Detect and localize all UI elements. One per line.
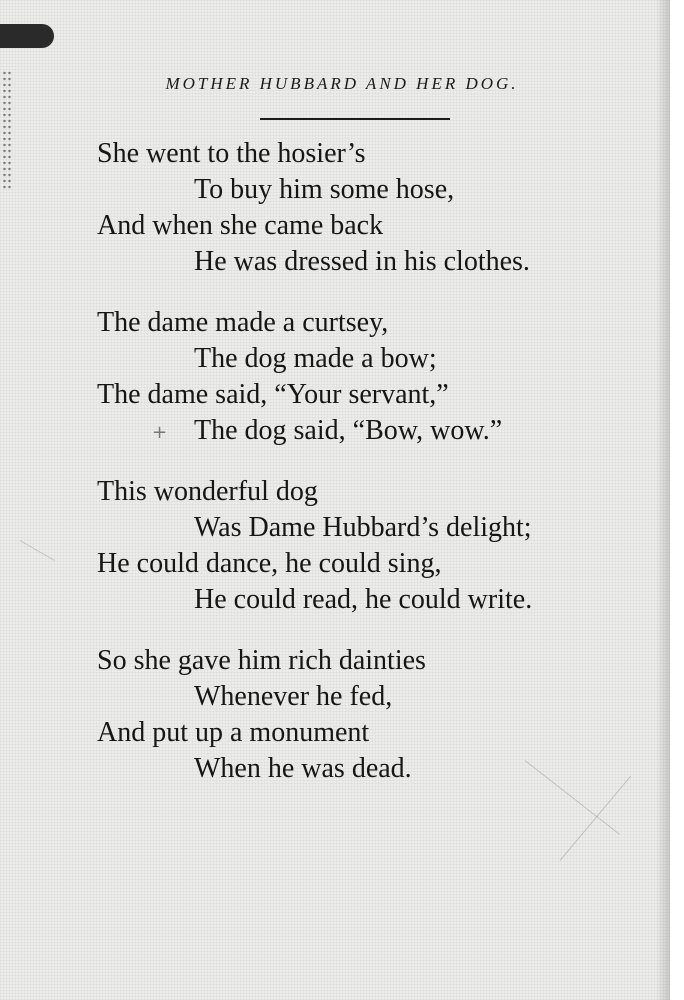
title-rule bbox=[260, 118, 450, 120]
poem-line: And put up a monument bbox=[97, 717, 370, 748]
poem-line: So she gave him rich dainties bbox=[97, 645, 426, 676]
poem bbox=[97, 136, 657, 787]
stanza-gap bbox=[97, 618, 657, 643]
poem-line: He was dressed in his clothes. bbox=[194, 246, 530, 277]
running-head: MOTHER HUBBARD AND HER DOG. bbox=[165, 74, 519, 93]
poem-line: Whenever he fed, bbox=[194, 681, 393, 712]
poem-line: When he was dead. bbox=[194, 753, 412, 784]
stanza-gap bbox=[97, 449, 657, 474]
pencil-scratch bbox=[560, 776, 631, 861]
poem-line: Was Dame Hubbard’s delight; bbox=[194, 512, 532, 543]
poem-line: She went to the hosier’s bbox=[97, 138, 366, 169]
poem-line: The dog said, “Bow, wow.” bbox=[194, 415, 503, 446]
stanza-3 bbox=[97, 474, 657, 618]
stanza-1 bbox=[97, 136, 657, 280]
poem-line: The dame made a curtsey, bbox=[97, 307, 389, 338]
poem-line: To buy him some hose, bbox=[194, 174, 455, 205]
poem-line: This wonderful dog bbox=[97, 476, 318, 507]
pencil-cross-mark: + bbox=[152, 422, 168, 443]
binding-stain bbox=[0, 24, 54, 48]
poem-line: The dog made a bow; bbox=[194, 343, 437, 374]
stanza-gap bbox=[97, 280, 657, 305]
poem-line: He could dance, he could sing, bbox=[97, 548, 442, 579]
stanza-4 bbox=[97, 643, 657, 787]
pencil-scratch bbox=[20, 540, 55, 561]
stanza-2 bbox=[97, 305, 657, 449]
poem-line: The dame said, “Your servant,” bbox=[97, 379, 449, 410]
poem-line: He could read, he could write. bbox=[194, 584, 533, 615]
poem-line: And when she came back bbox=[97, 210, 384, 241]
page-edge-shadow bbox=[656, 0, 670, 1000]
